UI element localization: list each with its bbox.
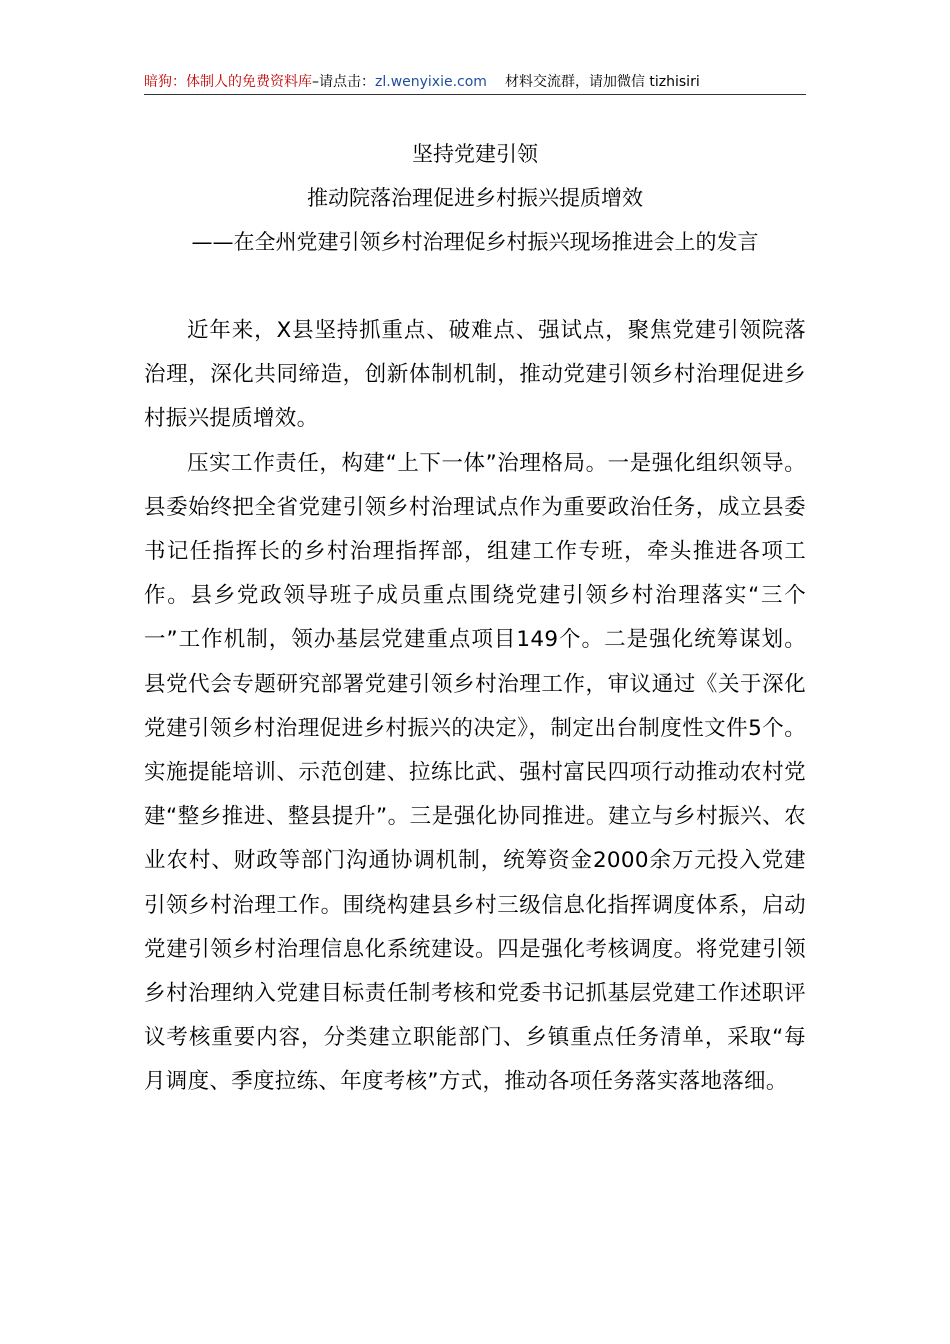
title-line-2: 推动院落治理促进乡村振兴提质增效	[307, 186, 643, 210]
body-paragraph-responsibility: 压实工作责任，构建“上下一体”治理格局。一是强化组织领导。县委始终把全省党建引领乡村治理试点作为重要政治任务，成立县委书记任指挥长的乡村治理指挥部，组建工作专班，牵头推进各项工作。县乡党政领导班子成员重点围绕党建引领乡村治理落实“三个一”工作机制，领办基层党建重点项目149个。二是强化统筹谋划。县党代会专题研究部署党建引领乡村治理工作，审议通过《关于深化党建引领乡村治理促进乡村振兴的决定》，制定出台制度性文件5个。实施提能培训、示范创建、拉练比武、强村富民四项行动推动农村党建“整乡推进、整县提升”。三是强化协同推进。建立与乡村振兴、农业农村、财政等部门沟通协调机制，统筹资金2000余万元投入党建引领乡村治理工作。围绕构建县乡村三级信息化指挥调度体系，启动党建引领乡村治理信息化系统建设。四是强化考核调度。将党建引领乡村治理纳入党建目标责任制考核和党委书记抓基层党建工作述职评议考核重要内容，分类建立职能部门、乡镇重点任务清单，采取“每月调度、季度拉练、年度考核”方式，推动各项任务落实落地落细。	[144, 450, 806, 1095]
title-line-1: 坚持党建引领	[412, 142, 538, 166]
title-line-3: ——在全州党建引领乡村治理促乡村振兴现场推进会上的发言	[191, 230, 759, 254]
header-divider	[144, 94, 806, 95]
header-brand-text: 暗狗：体制人的免费资料库	[144, 74, 312, 90]
header-contact-text: 材料交流群，请加微信 tizhisiri	[504, 74, 700, 90]
document-body	[144, 309, 806, 1105]
document-title-block	[100, 132, 850, 264]
header-prompt-text: –请点击：	[312, 74, 375, 90]
header-link[interactable]: zl.wenyixie.com	[375, 74, 487, 90]
page-header	[144, 70, 806, 94]
body-paragraph-intro: 近年来，X县坚持抓重点、破难点、强试点，聚焦党建引领院落治理，深化共同缔造，创新体制机制，推动党建引领乡村治理促进乡村振兴提质增效。	[144, 318, 806, 432]
